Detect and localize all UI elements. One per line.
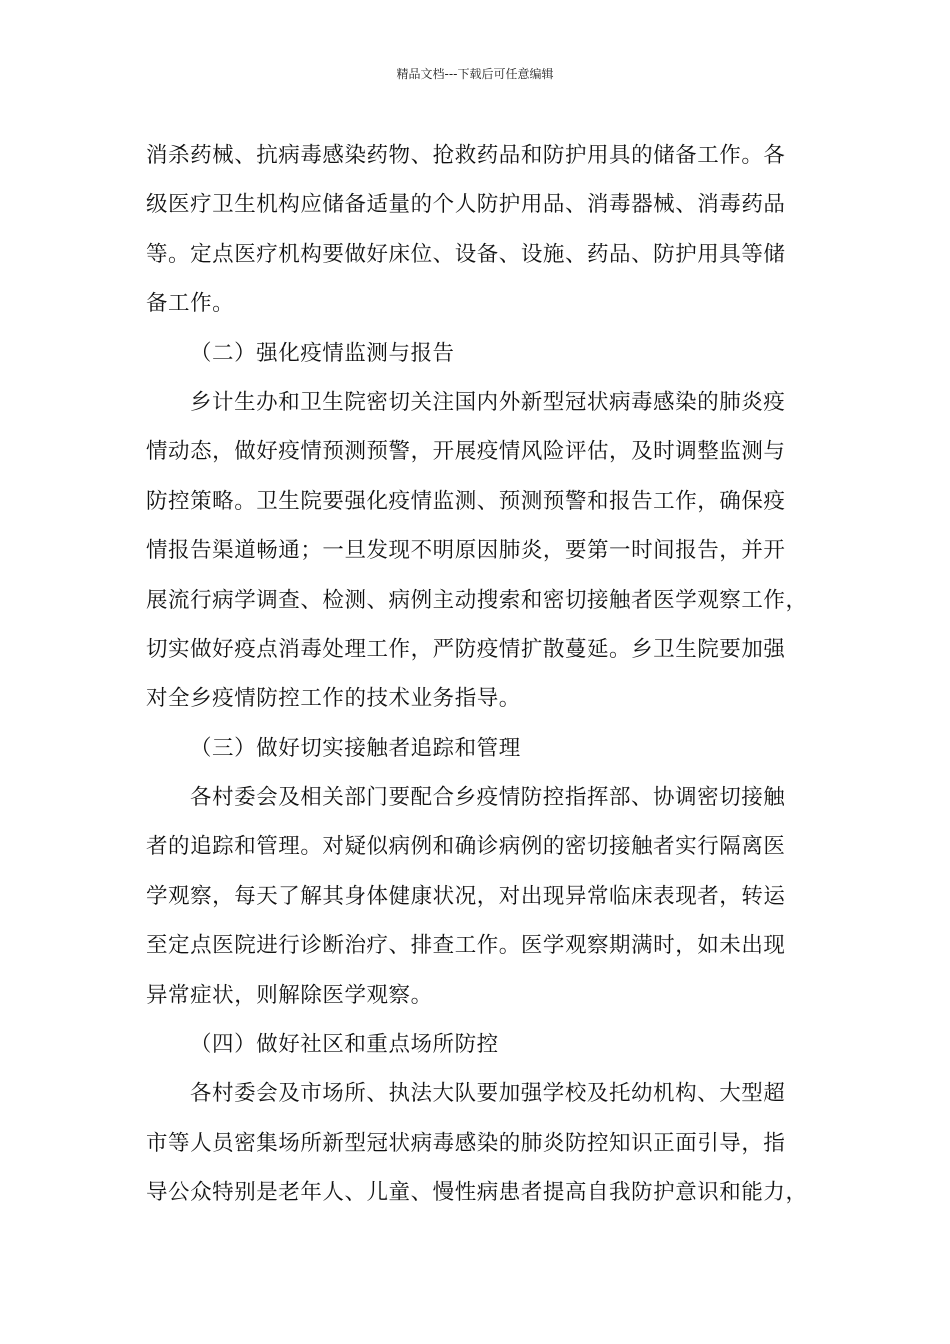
- body-line: 异常症状，则解除医学观察。: [146, 982, 433, 1008]
- body-line: 消杀药械、抗病毒感染药物、抢救药品和防护用具的储备工作。各: [146, 143, 786, 168]
- body-line: 切实做好疫点消毒处理工作，严防疫情扩散蔓延。乡卫生院要加强: [146, 636, 786, 662]
- document-body: [146, 131, 810, 1218]
- body-line: 备工作。: [146, 291, 235, 317]
- page-header: 精品文档---下载后可任意编辑: [396, 67, 554, 81]
- paragraph-start: 各村委会及市场所、执法大队要加强学校及托幼机构、大型超: [190, 1081, 786, 1107]
- paragraph-start: 乡计生办和卫生院密切关注国内外新型冠状病毒感染的肺炎疫: [190, 389, 786, 415]
- body-line: 防控策略。卫生院要强化疫情监测、预测预警和报告工作，确保疫: [146, 488, 786, 514]
- body-line: 等。定点医疗机构要做好床位、设备、设施、药品、防护用具等储: [146, 241, 786, 267]
- section-heading-2: （二）强化疫情监测与报告: [190, 340, 455, 366]
- body-line: 对全乡疫情防控工作的技术业务指导。: [146, 686, 521, 712]
- section-heading-4: （四）做好社区和重点场所防控: [190, 1032, 499, 1058]
- body-line: 展流行病学调查、检测、病例主动搜索和密切接触者医学观察工作，: [146, 587, 808, 613]
- body-line: 至定点医院进行诊断治疗、排查工作。医学观察期满时，如未出现: [146, 933, 786, 959]
- paragraph-start: 各村委会及相关部门要配合乡疫情防控指挥部、协调密切接触: [190, 785, 786, 811]
- section-heading-3: （三）做好切实接触者追踪和管理: [190, 735, 521, 761]
- body-line: 导公众特别是老年人、儿童、慢性病患者提高自我防护意识和能力，: [146, 1180, 808, 1206]
- body-line: 市等人员密集场所新型冠状病毒感染的肺炎防控知识正面引导，指: [146, 1130, 786, 1156]
- body-line: 情报告渠道畅通；一旦发现不明原因肺炎，要第一时间报告，并开: [146, 538, 786, 564]
- body-line: 情动态，做好疫情预测预警，开展疫情风险评估，及时调整监测与: [146, 439, 786, 465]
- body-line: 学观察，每天了解其身体健康状况，对出现异常临床表现者，转运: [146, 883, 786, 909]
- body-line: 者的追踪和管理。对疑似病例和确诊病例的密切接触者实行隔离医: [146, 834, 786, 860]
- body-line: 级医疗卫生机构应储备适量的个人防护用品、消毒器械、消毒药品: [146, 192, 786, 218]
